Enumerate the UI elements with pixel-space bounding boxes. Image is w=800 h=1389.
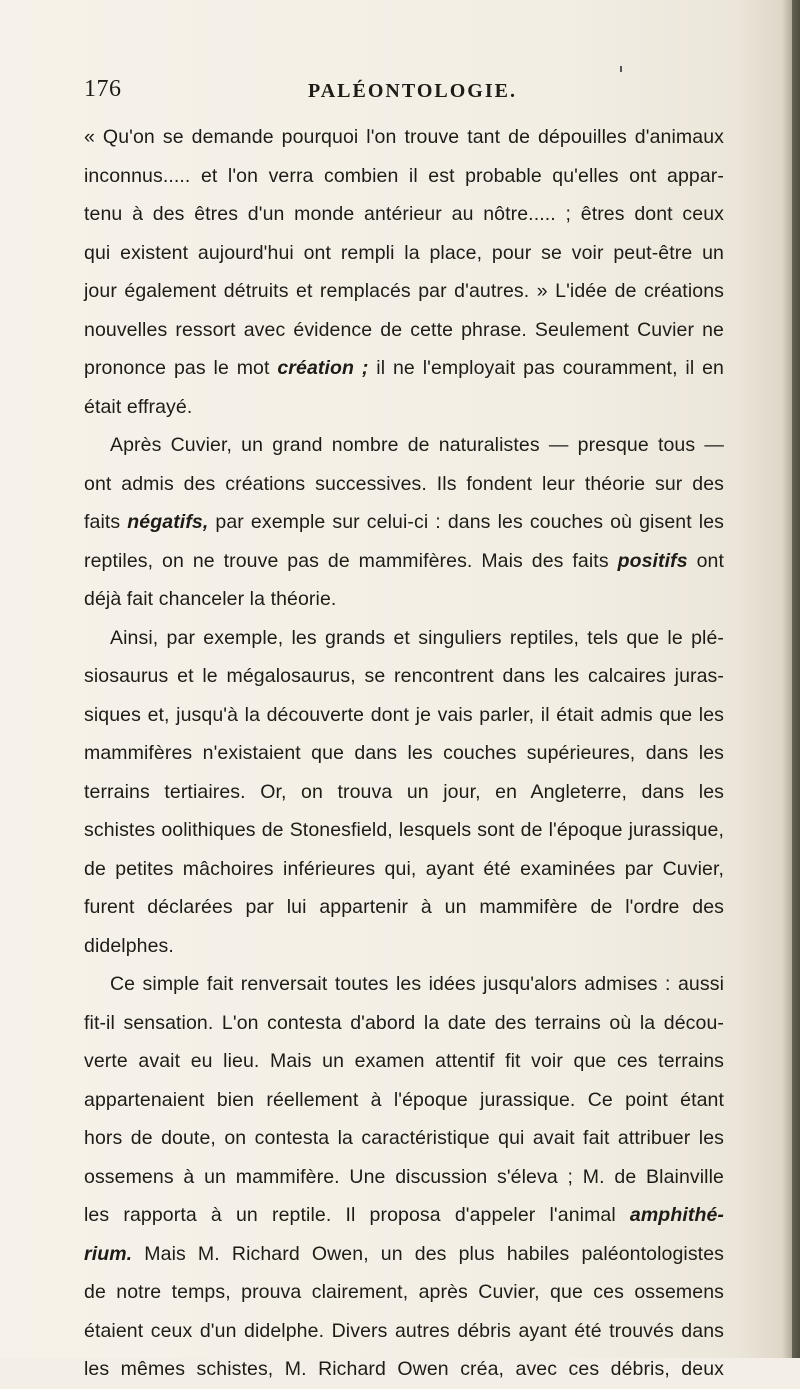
body-text: [84, 118, 724, 1389]
text-line: « Qu'on se demande pourquoi l'on trouve tant de dépouilles d'animaux: [84, 126, 724, 148]
text-line: ossemens à un mammifère. Une discussion s'éleva ; M. de Blainville: [84, 1165, 724, 1188]
text-line: verte avait eu lieu. Mais un examen attentif fit voir que ces terrains: [84, 1050, 724, 1072]
text-line: de petites mâchoires inférieures qui, ayant été examinées par Cuvier,: [84, 857, 724, 880]
text-line: siques et, jusqu'à la découverte dont je vais parler, il était admis que les: [84, 703, 724, 726]
text-line: les rapporta à un reptile. Il proposa d'appeler l'animal amphithé-: [84, 1204, 724, 1226]
text-line: mammifères n'existaient que dans les couches supérieures, dans les: [84, 742, 724, 764]
text-line: Ce simple fait renversait toutes les idées jusqu'alors admises : aussi: [110, 973, 724, 995]
running-head: PALÉONTOLOGIE.: [308, 80, 517, 102]
text-line: didelphes.: [84, 934, 174, 957]
text-line: faits négatifs, par exemple sur celui-ci : dans les couches où gisent les: [84, 511, 724, 533]
text-line: reptiles, on ne trouve pas de mammifères. Mais des faits positifs ont: [84, 549, 724, 572]
text-line: déjà fait chanceler la théorie.: [84, 588, 337, 610]
text-line: schistes oolithiques de Stonesfield, lesquels sont de l'époque jurassique,: [84, 819, 724, 841]
text-line: inconnus..... et l'on verra combien il est probable qu'elles ont appar-: [84, 164, 724, 187]
text-line: terrains tertiaires. Or, on trouva un jour, en Angleterre, dans les: [84, 780, 724, 803]
page-number: 176: [84, 76, 122, 102]
text-line: nouvelles ressort avec évidence de cette phrase. Seulement Cuvier ne: [84, 318, 724, 341]
text-line: était effrayé.: [84, 395, 193, 418]
text-line: prononce pas le mot création ; il ne l'employait pas couramment, il en: [84, 357, 725, 379]
page-edge: [792, 0, 800, 1358]
text-line: furent déclarées par lui appartenir à un mammifère de l'ordre des: [84, 896, 724, 918]
text-line: appartenaient bien réellement à l'époque jurassique. Ce point étant: [84, 1088, 724, 1111]
text-line: hors de doute, on contesta la caractéristique qui avait fait attribuer les: [84, 1127, 724, 1149]
text-line: étaient ceux d'un didelphe. Divers autres débris ayant été trouvés dans: [84, 1319, 724, 1342]
text-line: fit-il sensation. L'on contesta d'abord la date des terrains où la décou-: [84, 1011, 724, 1034]
text-line: Après Cuvier, un grand nombre de naturalistes — presque tous —: [110, 434, 724, 456]
text-line: ont admis des créations successives. Ils fondent leur théorie sur des: [84, 472, 724, 495]
text-line: les mêmes schistes, M. Richard Owen créa, avec ces débris, deux: [84, 1358, 724, 1380]
text-line: rium. Mais M. Richard Owen, un des plus habiles paléontologistes: [84, 1242, 724, 1265]
text-line: Ainsi, par exemple, les grands et singuliers reptiles, tels que le plé-: [110, 626, 724, 649]
text-line: qui existent aujourd'hui ont rempli la place, pour se voir peut-être un: [84, 241, 724, 264]
text-line: siosaurus et le mégalosaurus, se rencontrent dans les calcaires juras-: [84, 665, 724, 687]
text-line: de notre temps, prouva clairement, après Cuvier, que ces ossemens: [84, 1281, 724, 1303]
print-mark: [620, 66, 622, 72]
page-header: [84, 76, 724, 110]
text-line: jour également détruits et remplacés par d'autres. » L'idée de créations: [84, 280, 724, 302]
text-line: tenu à des êtres d'un monde antérieur au nôtre..... ; êtres dont ceux: [84, 203, 724, 225]
